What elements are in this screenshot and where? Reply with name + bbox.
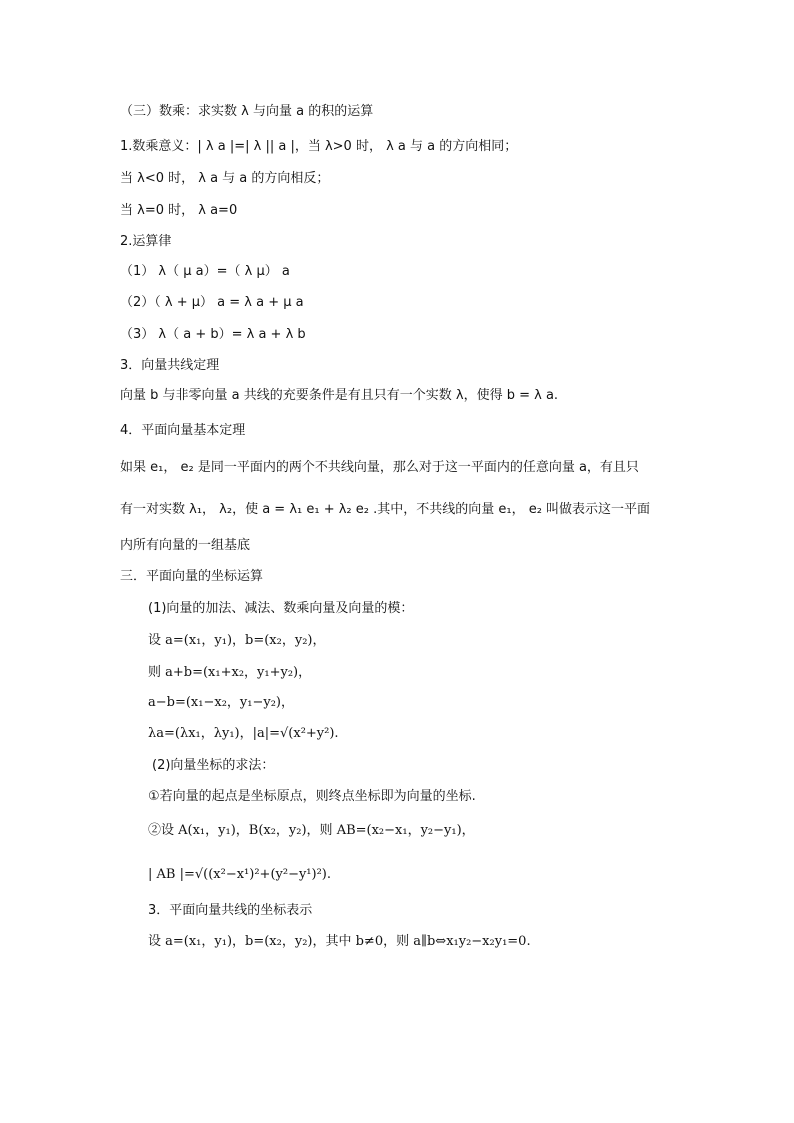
line-24: | AB |=√((x²−x¹)²+(y²−y¹)²). — [148, 867, 332, 882]
line-21: (2)向量坐标的求法： — [152, 758, 275, 773]
line-1: （三）数乘：求实数 λ 与向量 a 的积的运算 — [120, 104, 374, 119]
line-2: 1.数乘意义：| λ a |=| λ || a |，当 λ>0 时， λ a 与 a 的方向相同； — [120, 139, 518, 154]
line-26: 设 a=(x₁，y₁)，b=(x₂，y₂)，其中 b≠0，则 a∥b⇔x₁y₂−x₂y₁=0. — [148, 934, 531, 949]
line-12: 如果 e₁， e₂ 是同一平面内的两个不共线向量，那么对于这一平面内的任意向量 a，有且只 — [120, 460, 639, 475]
heading-san: 三．平面向量的坐标运算 — [120, 569, 264, 584]
line-5: 2.运算律 — [120, 234, 172, 249]
heading-coord-3: 3．平面向量共线的坐标表示 — [148, 903, 313, 918]
line-10: 向量 b 与非零向量 a 共线的充要条件是有且只有一个实数 λ，使得 b = λ a. — [120, 388, 559, 403]
line-17: 设 a=(x₁，y₁)，b=(x₂，y₂)， — [148, 633, 326, 648]
line-7: （2）（ λ + μ） a = λ a + μ a — [120, 295, 304, 310]
line-3: 当 λ<0 时， λ a 与 a 的方向相反； — [120, 171, 330, 186]
line-22: ①若向量的起点是坐标原点，则终点坐标即为向量的坐标. — [148, 789, 476, 804]
line-13: 有一对实数 λ₁， λ₂，使 a = λ₁ e₁ + λ₂ e₂ .其中，不共线的向量 e₁， e₂ 叫做表示这一平面 — [120, 502, 651, 517]
line-6: （1） λ（ μ a）=（ λ μ） a — [120, 264, 290, 279]
line-14: 内所有向量的一组基底 — [120, 538, 251, 553]
heading-3: 3．向量共线定理 — [120, 358, 220, 373]
line-8: （3） λ（ a + b）= λ a + λ b — [120, 327, 306, 342]
line-20: λa=(λx₁，λy₁)，|a|=√(x²+y²). — [148, 726, 339, 741]
line-18: 则 a+b=(x₁+x₂，y₁+y₂)， — [148, 665, 312, 680]
line-4: 当 λ=0 时， λ a=0 — [120, 203, 238, 218]
line-16: (1)向量的加法、减法、数乘向量及向量的模： — [148, 601, 414, 616]
line-19: a−b=(x₁−x₂，y₁−y₂)， — [148, 695, 294, 710]
line-23: ②设 A(x₁，y₁)，B(x₂，y₂)，则 AB=(x₂−x₁，y₂−y₁)， — [148, 823, 475, 838]
heading-4: 4．平面向量基本定理 — [120, 423, 246, 438]
